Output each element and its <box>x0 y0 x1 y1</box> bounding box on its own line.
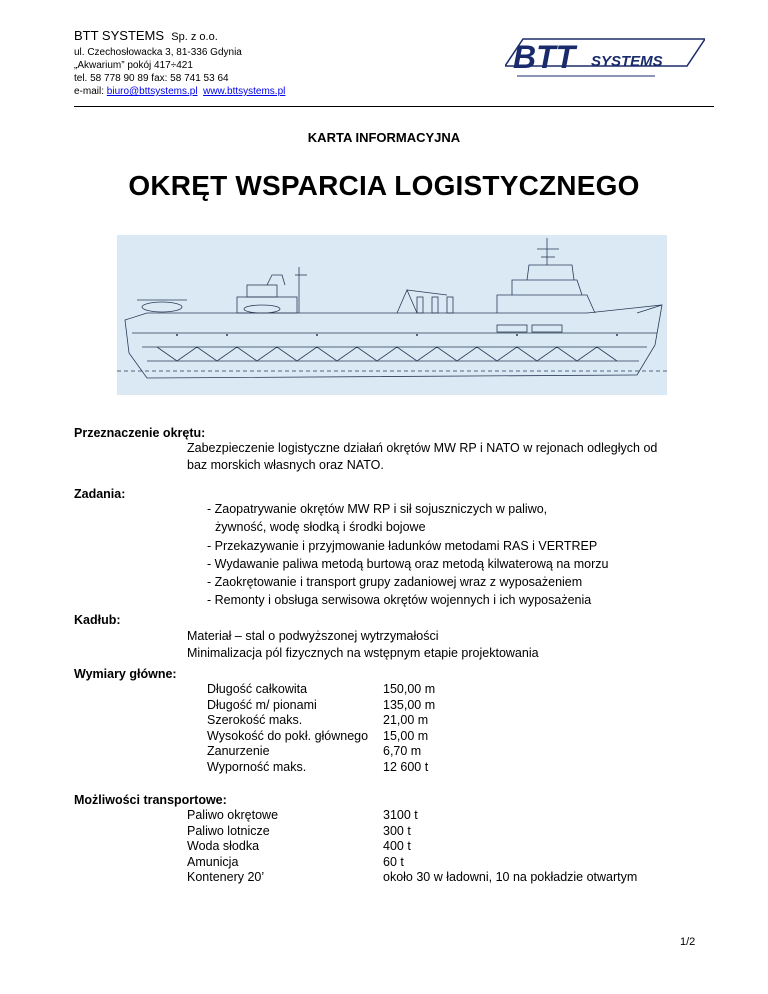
dimension-value: 150,00 m <box>383 682 436 696</box>
page-number: 1/2 <box>680 936 696 948</box>
list-item: - Remonty i obsługa serwisowa okrętów wojennych i ich wyposażenia <box>207 593 592 608</box>
contact-line: tel. 58 778 90 89 fax: 58 741 53 64 <box>74 73 229 84</box>
company-name <box>74 28 218 43</box>
document-type: KARTA INFORMACYJNA <box>307 130 461 145</box>
dimensions-names <box>207 682 368 776</box>
dimension-name: Długość całkowita <box>207 682 308 696</box>
transport-name: Paliwo lotnicze <box>187 823 270 838</box>
purpose-text-line-1: Zabezpieczenie logistyczne działań okrętów MW RP i NATO w rejonach odległych od <box>187 441 658 455</box>
transport-value: 3100 t <box>383 808 418 822</box>
logo-main-text: BTT <box>513 39 576 75</box>
email-link[interactable]: biuro@bttsystems.pl <box>106 86 198 97</box>
transport-name: Woda słodka <box>187 839 260 854</box>
header-divider <box>74 106 714 107</box>
purpose-label: Przeznaczenie okrętu: <box>74 426 206 440</box>
purpose-text-line-2: baz morskich własnych oraz NATO. <box>187 458 384 472</box>
transport-values <box>383 808 637 886</box>
dimensions-values <box>383 682 435 776</box>
transport-label: Możliwości transportowe: <box>74 793 227 807</box>
dimension-name: Wyporność maks. <box>207 759 307 774</box>
list-item: - Wydawanie paliwa metodą burtową oraz metodą kilwaterową na morzu <box>207 556 609 571</box>
transport-value: około 30 w ładowni, 10 na pokładzie otwartym <box>383 870 638 885</box>
website-link[interactable]: www.bttsystems.pl <box>203 86 286 97</box>
list-item: - Zaokrętowanie i transport grupy zadaniowej wraz z wyposażeniem <box>207 575 583 590</box>
document-title: OKRĘT WSPARCIA LOGISTYCZNEGO <box>128 170 640 201</box>
dimension-name: Zanurzenie <box>207 744 270 759</box>
transport-name: Paliwo okrętowe <box>187 808 279 822</box>
address-line-1: ul. Czechosłowacka 3, 81-336 Gdynia <box>74 47 242 58</box>
dimensions-label: Wymiary główne: <box>74 667 177 681</box>
tasks-label: Zadania: <box>74 487 126 501</box>
ship-profile-drawing <box>117 235 667 395</box>
transport-value: 300 t <box>383 823 411 838</box>
dimension-name: Długość m/ pionami <box>207 697 317 712</box>
transport-names <box>187 808 278 886</box>
dimension-value: 6,70 m <box>383 744 422 759</box>
dimension-name: Wysokość do pokł. głównego <box>207 728 369 743</box>
email-label: e-mail: <box>74 86 105 97</box>
hull-text-line-2: Minimalizacja pól fizycznych na wstępnym etapie projektowania <box>187 646 539 660</box>
company-name-text: BTT SYSTEMS <box>74 28 165 43</box>
dimension-value: 12 600 t <box>383 759 429 774</box>
dimension-value: 15,00 m <box>383 728 429 743</box>
logo-sub-text: SYSTEMS <box>591 53 663 70</box>
transport-value: 400 t <box>383 839 411 854</box>
list-item: - Zaopatrywanie okrętów MW RP i sił sojuszniczych w paliwo, <box>207 502 548 516</box>
dimension-value: 21,00 m <box>383 713 429 728</box>
list-item: - Przekazywanie i przyjmowanie ładunków metodami RAS i VERTREP <box>207 538 598 553</box>
transport-name: Amunicja <box>187 854 239 869</box>
email-website-line <box>74 85 285 98</box>
address-line-2: „Akwarium” pokój 417÷421 <box>74 60 193 71</box>
company-suffix: Sp. z o.o. <box>171 31 218 43</box>
dimension-value: 135,00 m <box>383 697 436 712</box>
hull-text-line-1: Materiał – stal o podwyższonej wytrzymałości <box>187 629 439 643</box>
dimension-name: Szerokość maks. <box>207 713 303 728</box>
tasks-list <box>207 500 608 610</box>
hull-label: Kadłub: <box>74 613 121 627</box>
transport-name: Kontenery 20’ <box>187 870 265 885</box>
btt-systems-logo <box>505 36 705 84</box>
list-item: żywność, wodę słodką i środki bojowe <box>215 520 426 535</box>
transport-value: 60 t <box>383 854 404 869</box>
